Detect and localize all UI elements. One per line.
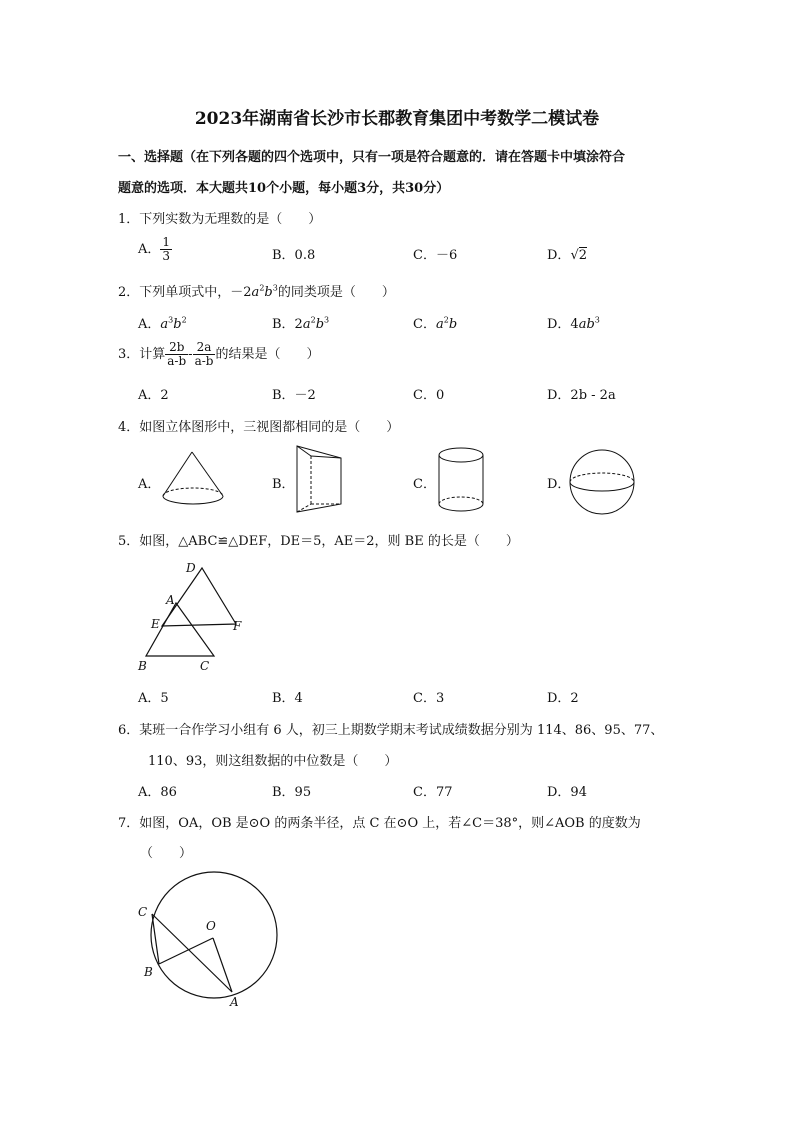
question-4-option-a: A． [138, 477, 161, 492]
question-3-option-b: B．－2 [272, 388, 316, 403]
sqrt-symbol: √ [570, 248, 579, 263]
option-b-label: B．2 [272, 317, 303, 332]
option-d-label: D．4 [547, 317, 579, 332]
question-2-option-b: B．$2a^2b^3$ [272, 315, 330, 332]
page-title: 2023年湖南省长沙市长郡教育集团中考数学二模试卷 [194, 109, 600, 129]
sphere-figure [568, 448, 636, 516]
question-6-line2: 110、93，则这组数据的中位数是（ ） [148, 754, 398, 769]
question-7-line2: （ ） [140, 846, 193, 861]
fraction-numerator: 2a [193, 341, 216, 355]
label-A: A [166, 593, 175, 607]
question-2-stem-pre: 2．下列单项式中，－2 [118, 285, 252, 300]
label-O: O [206, 919, 216, 933]
question-6-line1: 6．某班一合作学习小组有 6 人，初三上期数学期末考试成绩数据分别为 114、86、95、77、 [118, 723, 664, 738]
fraction-denominator: 3 [162, 249, 171, 263]
fraction-numerator: 1 [162, 235, 171, 249]
question-3-stem-post: 的结果是（ ） [215, 347, 320, 362]
option-d-label: D． [547, 248, 571, 263]
question-1-stem: 1．下列实数为无理数的是（ ） [118, 212, 322, 227]
label-C: C [200, 659, 210, 673]
minus-sign: - [188, 347, 193, 362]
option-a-label: A． [138, 242, 161, 257]
question-4-stem: 4．如图立体图形中，三视图都相同的是（ ） [118, 420, 400, 435]
fraction-2b-over-a-minus-b [165, 341, 188, 368]
question-4-option-b: B． [272, 477, 295, 492]
congruent-triangles-figure [134, 556, 252, 674]
question-5-option-c: C．3 [413, 691, 445, 706]
question-3-stem [118, 341, 319, 368]
fraction-numerator: 2b [165, 341, 188, 355]
fraction-denominator: a-b [167, 354, 187, 368]
question-1-option-d [547, 244, 587, 263]
label-C: C [138, 905, 148, 919]
label-F: F [233, 619, 242, 633]
question-1-option-a [138, 236, 172, 263]
question-2-stem: 2．下列单项式中，$-2a^2b^3$的同类项是（ ） [118, 283, 395, 300]
question-5-stem: 5．如图，△ABC≌△DEF，DE＝5，AE＝2，则 BE 的长是（ ） [118, 534, 519, 549]
question-5-option-a: A．5 [138, 691, 169, 706]
cone-figure [160, 450, 226, 510]
question-6-option-b: B．95 [272, 785, 312, 800]
label-D: D [186, 561, 196, 575]
radicand: 2 [578, 248, 588, 263]
question-7-line1: 7．如图，OA，OB 是⊙O 的两条半径，点 C 在⊙O 上，若∠C＝38°，则∠AOB 的度数为 [118, 816, 641, 831]
label-E: E [151, 617, 160, 631]
label-B: B [144, 965, 153, 979]
question-3-option-a: A．2 [138, 388, 169, 403]
circle-angle-figure [134, 866, 284, 1012]
question-2-option-c: C．$a^2b$ [413, 315, 458, 332]
question-4-option-c: C． [413, 477, 436, 492]
cylinder-figure [436, 446, 486, 516]
question-3-option-c: C．0 [413, 388, 445, 403]
fraction-one-third [160, 236, 172, 263]
question-1-option-c: C．－6 [413, 248, 458, 263]
question-5-option-d: D．2 [547, 691, 579, 706]
triangular-prism-figure [293, 444, 345, 516]
question-6-option-c: C．77 [413, 785, 453, 800]
question-4-option-d: D． [547, 477, 571, 492]
question-6-option-d: D．94 [547, 785, 587, 800]
label-B: B [138, 659, 147, 673]
question-2-option-a: A．$a^3b^2$ [138, 315, 187, 332]
fraction-denominator: a-b [194, 354, 214, 368]
question-2-stem-post: 的同类项是（ ） [277, 285, 395, 300]
question-3-option-d: D．2b - 2a [547, 388, 616, 403]
question-3-stem-pre: 3．计算 [118, 347, 166, 362]
question-6-option-a: A．86 [138, 785, 177, 800]
fraction-2a-over-a-minus-b [193, 341, 216, 368]
label-A: A [230, 995, 239, 1009]
option-a-label: A． [138, 317, 161, 332]
option-c-label: C． [413, 317, 436, 332]
section-heading-line1: 一、选择题（在下列各题的四个选项中，只有一项是符合题意的．请在答题卡中填涂符合 [118, 150, 626, 165]
section-heading-line2: 题意的选项．本大题共10个小题，每小题3分，共30分） [118, 181, 450, 196]
question-5-option-b: B．4 [272, 691, 303, 706]
question-2-option-d: D．$4ab^3$ [547, 315, 600, 332]
question-1-option-b: B．0.8 [272, 248, 316, 263]
